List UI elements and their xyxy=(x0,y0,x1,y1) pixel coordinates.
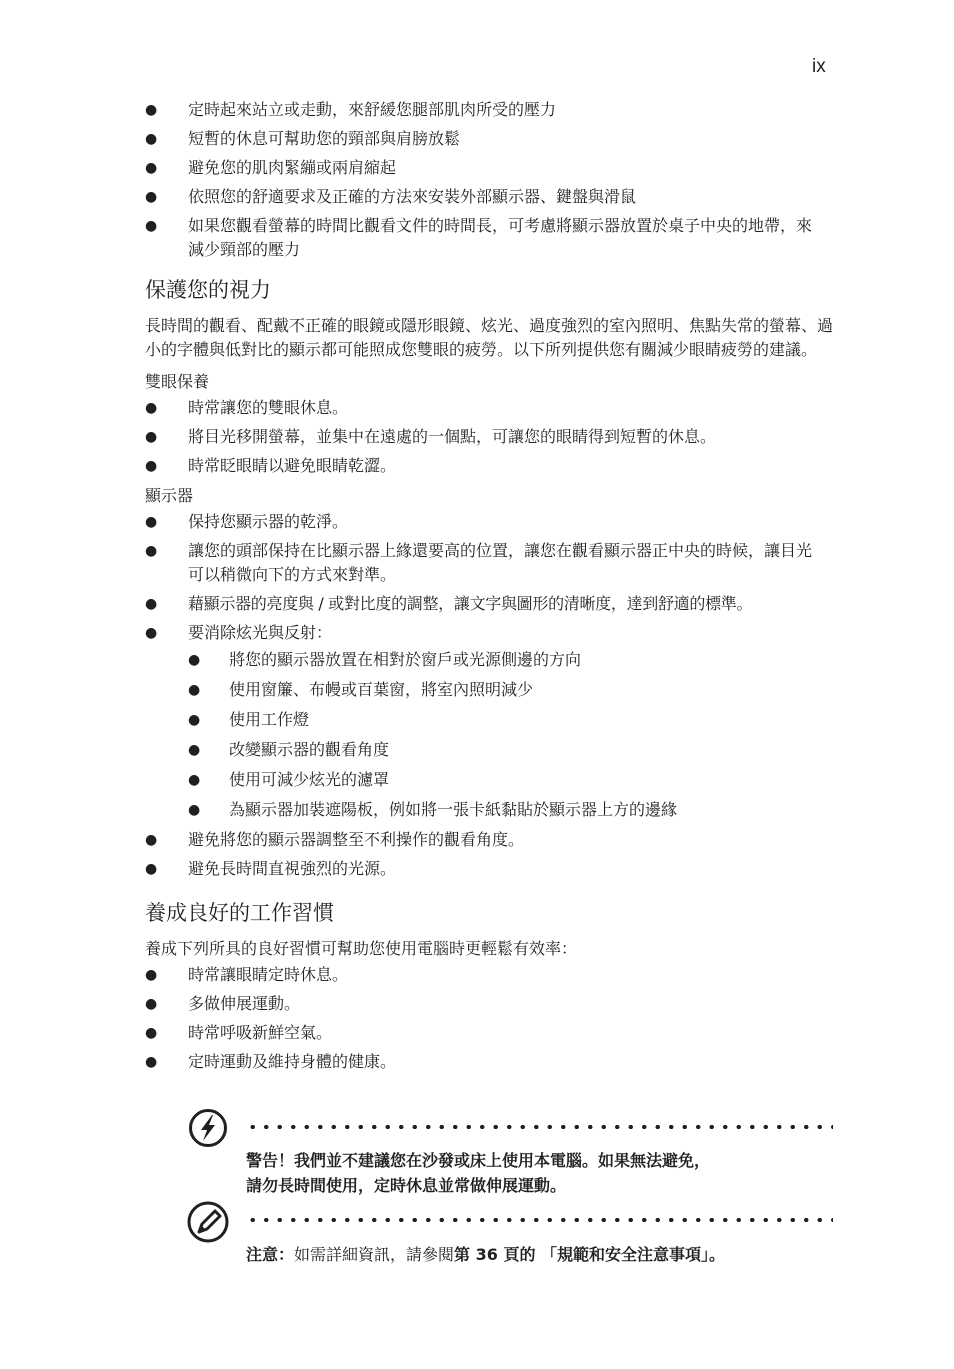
list-item: ● 避免將您的顯示器調整至不利操作的觀看角度。 xyxy=(145,828,835,852)
sub-list-item: ● 使用窗簾、布幔或百葉窗，將室內照明減少 xyxy=(188,678,835,702)
list-item: ● 時常眨眼睛以避免眼睛乾澀。 xyxy=(145,454,835,478)
bullet-icon: ● xyxy=(145,1025,158,1041)
bullet-icon: ● xyxy=(188,802,201,818)
bullet-icon: ● xyxy=(145,189,158,205)
page-content xyxy=(145,98,835,1079)
glare-sub-list xyxy=(188,648,835,822)
bullet-icon: ● xyxy=(145,996,158,1012)
note-text: 注意：如需詳細資訊，請參閱第 36 頁的 「規範和安全注意事項」。 xyxy=(246,1245,726,1264)
warning-notice xyxy=(188,1106,833,1196)
display-heading: 顯示器 xyxy=(145,486,194,505)
list-item: ● 時常讓您的雙眼休息。 xyxy=(145,396,835,420)
sub-list-item: ● 使用工作燈 xyxy=(188,708,835,732)
bullet-icon: ● xyxy=(145,429,158,445)
bullet-icon: ● xyxy=(145,102,158,118)
list-item: ● 定時起來站立或走動，來舒緩您腿部肌肉所受的壓力 xyxy=(145,98,835,122)
page-number: ix xyxy=(812,56,826,77)
sub-list-item: ● 改變顯示器的觀看角度 xyxy=(188,738,835,762)
bullet-icon: ● xyxy=(145,514,158,530)
list-item: ● 如果您觀看螢幕的時間比觀看文件的時間長，可考慮將顯示器放置於桌子中央的地帶，來減少頸部的壓力 xyxy=(145,216,813,259)
bullet-icon: ● xyxy=(145,458,158,474)
intro-bullet-list xyxy=(145,98,835,262)
sub-list-item: ● 使用可減少炫光的濾罩 xyxy=(188,768,835,792)
warning-text: 警告！我們並不建議您在沙發或床上使用本電腦。如果無法避免， 請勿長時間使用，定時休息並常做伸展運動。 xyxy=(246,1151,711,1195)
list-item: ● 避免長時間直視強烈的光源。 xyxy=(145,857,835,881)
bullet-icon: ● xyxy=(145,400,158,416)
list-item: ● 短暫的休息可幫助您的頸部與肩膀放鬆 xyxy=(145,127,835,151)
bullet-icon: ● xyxy=(145,131,158,147)
list-item: ● 多做伸展運動。 xyxy=(145,992,835,1016)
list-item: ● 讓您的頭部保持在比顯示器上緣還要高的位置，讓您在觀看顯示器正中央的時候，讓目光可以稍微向下的方式來對準。 xyxy=(145,541,813,584)
note-dotted-rule xyxy=(246,1218,833,1222)
eye-care-list xyxy=(145,396,835,478)
list-item: ● 保持您顯示器的乾淨。 xyxy=(145,510,835,534)
section-title-vision: 保護您的視力 xyxy=(145,278,271,302)
bullet-icon: ● xyxy=(145,218,158,234)
bullet-icon: ● xyxy=(188,712,201,728)
habits-intro: 養成下列所具的良好習慣可幫助您使用電腦時更輕鬆有效率： xyxy=(145,939,578,958)
bullet-icon: ● xyxy=(188,682,201,698)
list-item: ● 藉顯示器的亮度與 / 或對比度的調整，讓文字與圖形的清晰度，達到舒適的標準。 xyxy=(145,592,847,616)
list-item: ● 將目光移開螢幕，並集中在遠處的一個點，可讓您的眼睛得到短暫的休息。 xyxy=(145,425,835,449)
list-item: ● 時常讓眼睛定時休息。 xyxy=(145,963,835,987)
note-pen-icon xyxy=(186,1200,230,1244)
eye-care-heading: 雙眼保養 xyxy=(145,372,210,391)
display-list xyxy=(145,510,835,881)
bullet-icon: ● xyxy=(145,543,158,559)
list-item: ● 依照您的舒適要求及正確的方法來安裝外部顯示器、鍵盤與滑鼠 xyxy=(145,185,835,209)
list-item: ● 要消除炫光與反射： ● 將您的顯示器放置在相對於窗戶或光源側邊的方向 ● 使用窗簾、布幔或百葉窗，將室內照明減少 ● 使用工作燈 ● 改變顯示器的觀看角度 ● 使用可減少炫光的濾罩 ● 為顯示器加裝遮陽板，例如將一張卡紙黏貼於顯示器上方的邊緣 xyxy=(145,621,835,822)
bullet-icon: ● xyxy=(145,160,158,176)
vision-paragraph: 長時間的觀看、配戴不正確的眼鏡或隱形眼鏡、炫光、過度強烈的室內照明、焦點失常的螢幕、過小的字體與低對比的顯示都可能照成您雙眼的疲勞。以下所列提供您有關減少眼睛疲勞的建議。 xyxy=(145,316,834,359)
sub-list-item: ● 為顯示器加裝遮陽板，例如將一張卡紙黏貼於顯示器上方的邊緣 xyxy=(188,798,835,822)
bullet-icon: ● xyxy=(188,772,201,788)
lightning-warning-icon xyxy=(188,1108,228,1148)
list-item: ● 定時運動及維持身體的健康。 xyxy=(145,1050,835,1074)
list-item: ● 時常呼吸新鮮空氣。 xyxy=(145,1021,835,1045)
bullet-icon: ● xyxy=(145,625,158,641)
habits-list xyxy=(145,963,835,1074)
bullet-icon: ● xyxy=(145,861,158,877)
bullet-icon: ● xyxy=(188,742,201,758)
list-item: ● 避免您的肌肉緊繃或兩肩縮起 xyxy=(145,156,835,180)
bullet-icon: ● xyxy=(145,596,157,612)
warning-dotted-rule xyxy=(246,1125,833,1129)
bullet-icon: ● xyxy=(145,1054,158,1070)
bullet-icon: ● xyxy=(145,967,158,983)
bullet-icon: ● xyxy=(188,652,201,668)
section-title-habits: 養成良好的工作習慣 xyxy=(145,901,334,925)
sub-list-item: ● 將您的顯示器放置在相對於窗戶或光源側邊的方向 xyxy=(188,648,835,672)
bullet-icon: ● xyxy=(145,832,158,848)
note-notice xyxy=(188,1198,833,1270)
